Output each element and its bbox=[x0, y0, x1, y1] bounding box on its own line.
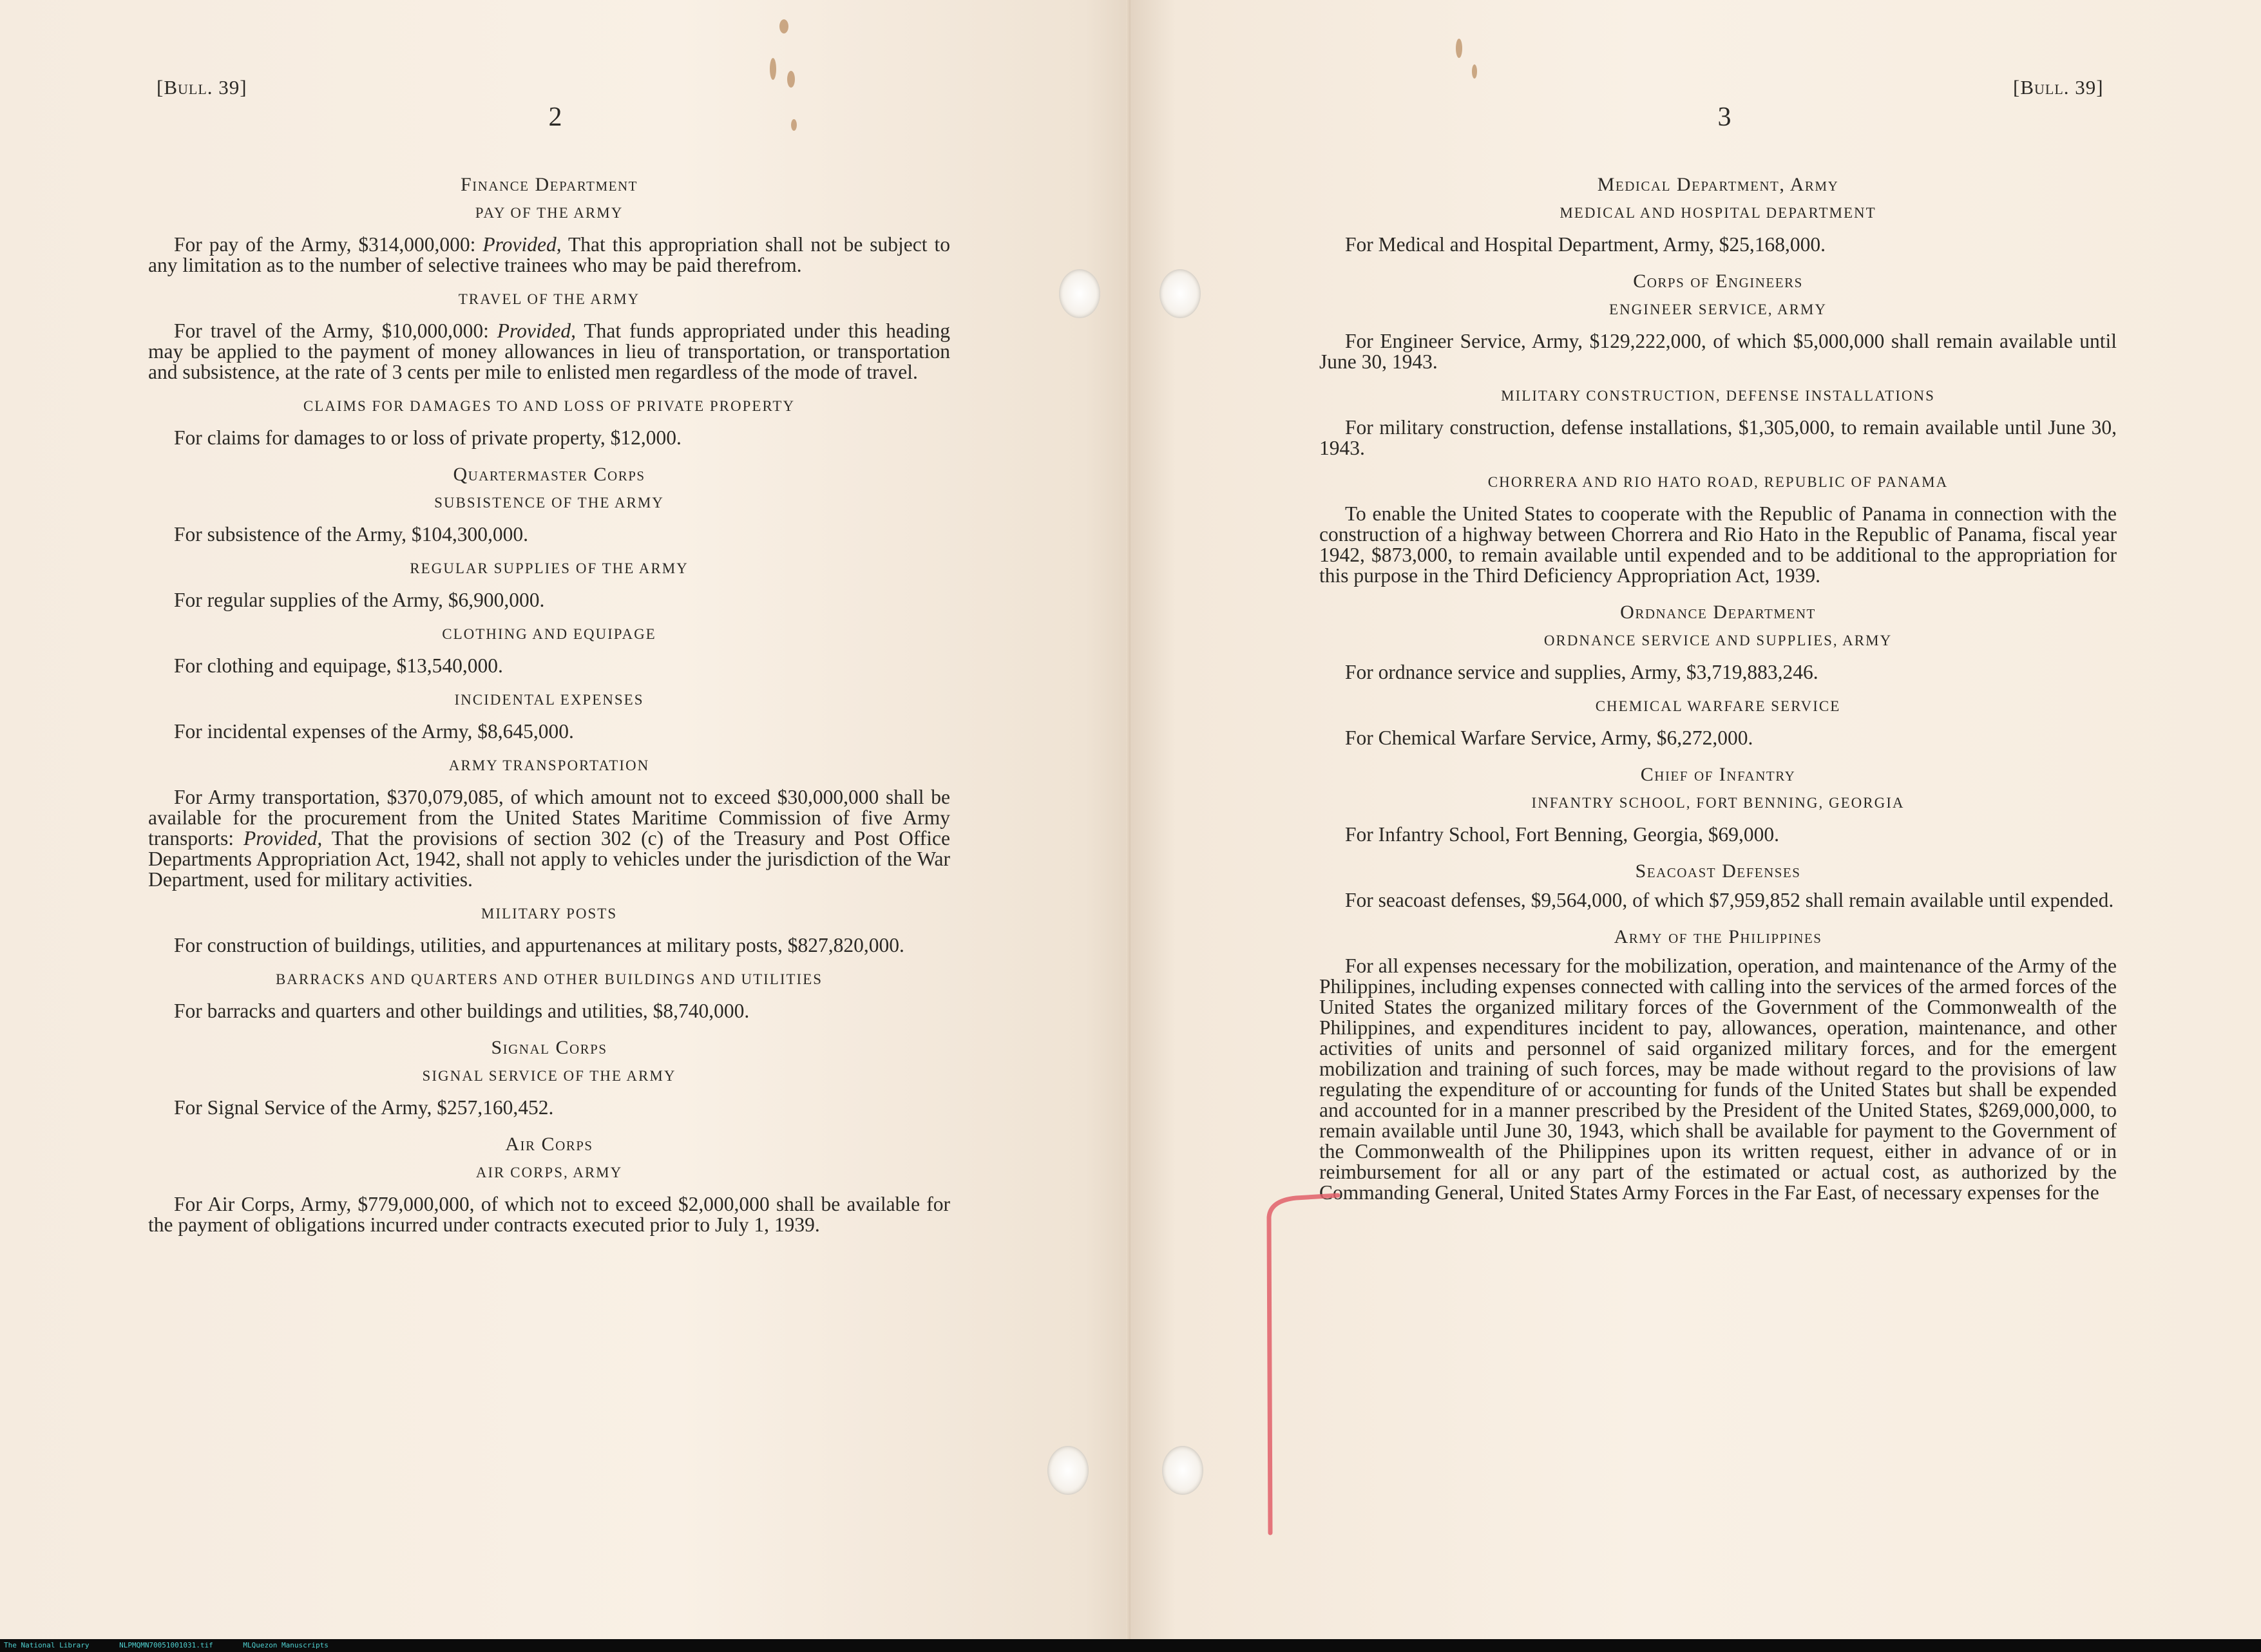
appropriation-paragraph bbox=[1319, 662, 2117, 683]
bulletin-label: [Bull. 39] bbox=[2013, 76, 2104, 99]
paragraph-text: To enable the United States to cooperate with the Republic of Panama in connection with the construction of a highway between Chorrera and Rio Hato in the Republic of Panama, fiscal year 1942, $873,000, to remain available until expended and to be additional to the appropriation for this purpose in the Third Deficiency Appropriation Act, 1939. bbox=[1319, 502, 2117, 587]
left-page bbox=[0, 0, 1130, 1639]
section-heading: Medical Department, Army bbox=[1597, 174, 1839, 195]
appropriation-paragraph bbox=[148, 1001, 950, 1021]
paragraph-text: For regular supplies of the Army, $6,900,000. bbox=[174, 589, 545, 611]
section-heading: Ordnance Department bbox=[1620, 602, 1816, 623]
paragraph-text: For seacoast defenses, $9,564,000, of which $7,959,852 shall remain available until expended. bbox=[1345, 889, 2114, 911]
punch-hole bbox=[1047, 1446, 1089, 1495]
paragraph-text: For subsistence of the Army, $104,300,000. bbox=[174, 523, 529, 546]
subsection-heading: ORDNANCE SERVICE AND SUPPLIES, ARMY bbox=[1543, 632, 1893, 649]
paragraph-text: For military construction, defense installations, $1,305,000, to remain available until June 30, 1943. bbox=[1319, 416, 2117, 459]
appropriation-paragraph bbox=[1319, 417, 2117, 459]
paragraph-text: For barracks and quarters and other buildings and utilities, $8,740,000. bbox=[174, 1000, 750, 1022]
punch-hole bbox=[1162, 1446, 1203, 1495]
bulletin-label: [Bull. 39] bbox=[157, 76, 247, 99]
paragraph-text: For Medical and Hospital Department, Army, $25,168,000. bbox=[1345, 233, 1826, 256]
rust-stain bbox=[787, 71, 795, 88]
subsection-heading: MILITARY CONSTRUCTION, DEFENSE INSTALLATIONS bbox=[1501, 388, 1935, 404]
paragraph-text: For Chemical Warfare Service, Army, $6,272,000. bbox=[1345, 726, 1753, 749]
appropriation-paragraph bbox=[1319, 728, 2117, 748]
rust-stain bbox=[1456, 39, 1462, 58]
appropriation-paragraph bbox=[148, 1097, 950, 1118]
appropriation-paragraph bbox=[148, 590, 950, 611]
section-heading: Signal Corps bbox=[491, 1037, 607, 1058]
appropriation-paragraph bbox=[148, 935, 950, 956]
appropriation-paragraph bbox=[148, 656, 950, 676]
footer-file: NLPMQMN70051001031.tif bbox=[119, 1641, 213, 1649]
appropriation-paragraph bbox=[148, 321, 950, 383]
section-heading: Seacoast Defenses bbox=[1635, 860, 1801, 882]
appropriation-paragraph bbox=[148, 787, 950, 890]
subsection-heading: SUBSISTENCE OF THE ARMY bbox=[434, 495, 664, 511]
section-heading: Quartermaster Corps bbox=[453, 464, 645, 485]
paragraph-text: For pay of the Army, $314,000,000: bbox=[174, 233, 483, 256]
appropriation-paragraph bbox=[148, 428, 950, 448]
rust-stain bbox=[1472, 64, 1477, 79]
paragraph-text: For Air Corps, Army, $779,000,000, of which not to exceed $2,000,000 shall be available for the payment of obligations incurred under contracts executed prior to July 1, 1939. bbox=[148, 1193, 950, 1236]
subsection-heading: CLOTHING AND EQUIPAGE bbox=[442, 626, 656, 642]
appropriation-paragraph bbox=[1319, 331, 2117, 372]
footer-library: The National Library bbox=[4, 1641, 90, 1649]
subsection-heading: CHORRERA AND RIO HATO ROAD, REPUBLIC OF PANAMA bbox=[1487, 474, 1949, 490]
subsection-heading: ENGINEER SERVICE, ARMY bbox=[1609, 301, 1827, 318]
appropriation-paragraph bbox=[1319, 504, 2117, 586]
subsection-heading: MEDICAL AND HOSPITAL DEPARTMENT bbox=[1560, 205, 1876, 221]
appropriation-paragraph bbox=[148, 524, 950, 545]
section-heading: Corps of Engineers bbox=[1633, 271, 1803, 292]
subsection-heading: ARMY TRANSPORTATION bbox=[448, 757, 650, 774]
page-number: 2 bbox=[548, 102, 562, 132]
page-number: 3 bbox=[1717, 102, 1732, 132]
section-heading: Chief of Infantry bbox=[1640, 764, 1796, 785]
punch-hole bbox=[1059, 269, 1100, 318]
punch-hole bbox=[1159, 269, 1201, 318]
red-pencil-mark bbox=[1257, 1192, 1341, 1539]
proviso-italic: Provided, bbox=[482, 233, 562, 256]
paragraph-text: For ordnance service and supplies, Army, $3,719,883,246. bbox=[1345, 661, 1818, 683]
subsection-heading: PAY OF THE ARMY bbox=[475, 205, 624, 221]
rust-stain bbox=[791, 119, 797, 131]
subsection-heading: INCIDENTAL EXPENSES bbox=[454, 692, 644, 708]
appropriation-paragraph bbox=[148, 721, 950, 742]
footer-collection: MLQuezon Manuscripts bbox=[243, 1641, 329, 1649]
paragraph-text: For claims for damages to or loss of private property, $12,000. bbox=[174, 426, 682, 449]
paragraph-text: For all expenses necessary for the mobilization, operation, and maintenance of the Army of the Philippines, including expenses connected with calling into the services of the armed forces of the United States the organized military forces of the Government of the Commonwealth of the Philippines, and expenditures incident to pay, allowances, operation, maintenance, and other activities of units and personnel of said organized military forces, and for the emergent mobilization and training of such forces, may be made without regard to the provisions of law regulating the expenditure of or accounting for funds of the United States but shall be expended and accounted for in a manner prescribed by the President of the United States, $269,000,000, to remain available until June 30, 1943, which shall be available for payment to the Government of the Commonwealth of the Philippines upon its written request, either in advance of or in reimbursement for all or any part of the estimated or actual cost, as authorized by the Commanding General, United States Army Forces in the Far East, of necessary expenses for the bbox=[1319, 954, 2117, 1204]
paragraph-text: For construction of buildings, utilities, and appurtenances at military posts, $827,820,000. bbox=[174, 934, 904, 956]
subsection-heading: REGULAR SUPPLIES OF THE ARMY bbox=[410, 560, 689, 576]
subsection-heading: CHEMICAL WARFARE SERVICE bbox=[1595, 698, 1841, 714]
left-page-text bbox=[148, 161, 950, 1251]
paragraph-text: That this appropriation shall not be subject to any limitation as to the number of selective trainees who may be paid therefrom. bbox=[148, 233, 950, 276]
archive-footer bbox=[0, 1639, 2261, 1652]
paragraph-text: For Infantry School, Fort Benning, Georgia, $69,000. bbox=[1345, 823, 1779, 846]
right-page-text bbox=[1319, 161, 2117, 1219]
section-heading: Air Corps bbox=[505, 1134, 593, 1155]
paragraph-text: For Army transportation, $370,079,085, of which amount not to exceed $30,000,000 shall be available for the procurement from the United States Maritime Commission of five Army transports: bbox=[148, 786, 950, 850]
section-heading: Finance Department bbox=[461, 174, 638, 195]
subsection-heading: TRAVEL OF THE ARMY bbox=[458, 291, 640, 307]
appropriation-paragraph bbox=[1319, 824, 2117, 845]
appropriation-paragraph bbox=[1319, 956, 2117, 1203]
paragraph-text: That funds appropriated under this heading may be applied to the payment of money allowances in lieu of transportation, or transportation and subsistence, at the rate of 3 cents per mile to enlisted men regardless of the mode of travel. bbox=[148, 319, 950, 383]
subsection-heading: INFANTRY SCHOOL, FORT BENNING, GEORGIA bbox=[1531, 795, 1905, 811]
paragraph-text: For travel of the Army, $10,000,000: bbox=[174, 319, 497, 342]
subsection-heading: BARRACKS AND QUARTERS AND OTHER BUILDINGS AND UTILITIES bbox=[275, 971, 823, 987]
proviso-italic: Provided, bbox=[243, 827, 323, 850]
rust-stain bbox=[779, 19, 788, 33]
paragraph-text: For incidental expenses of the Army, $8,645,000. bbox=[174, 720, 574, 743]
paragraph-text: For Signal Service of the Army, $257,160,452. bbox=[174, 1096, 554, 1119]
subsection-heading: AIR CORPS, ARMY bbox=[475, 1164, 623, 1181]
paragraph-text: That the provisions of section 302 (c) of the Treasury and Post Office Departments Appropriation Act, 1942, shall not apply to vehicles under the jurisdiction of the War Department, used for military activities. bbox=[148, 827, 950, 891]
proviso-italic: Provided, bbox=[497, 319, 576, 342]
paragraph-text: For Engineer Service, Army, $129,222,000, of which $5,000,000 shall remain available until June 30, 1943. bbox=[1319, 330, 2117, 373]
appropriation-paragraph bbox=[1319, 890, 2117, 911]
paragraph-text: For clothing and equipage, $13,540,000. bbox=[174, 654, 503, 677]
appropriation-paragraph bbox=[148, 1194, 950, 1235]
appropriation-paragraph bbox=[148, 234, 950, 276]
subsection-heading: SIGNAL SERVICE OF THE ARMY bbox=[422, 1068, 676, 1084]
subsection-heading: MILITARY POSTS bbox=[481, 906, 618, 922]
section-heading: Army of the Philippines bbox=[1614, 926, 1822, 947]
subsection-heading: CLAIMS FOR DAMAGES TO AND LOSS OF PRIVATE PROPERTY bbox=[303, 398, 796, 414]
rust-stain bbox=[770, 58, 776, 80]
appropriation-paragraph bbox=[1319, 234, 2117, 255]
